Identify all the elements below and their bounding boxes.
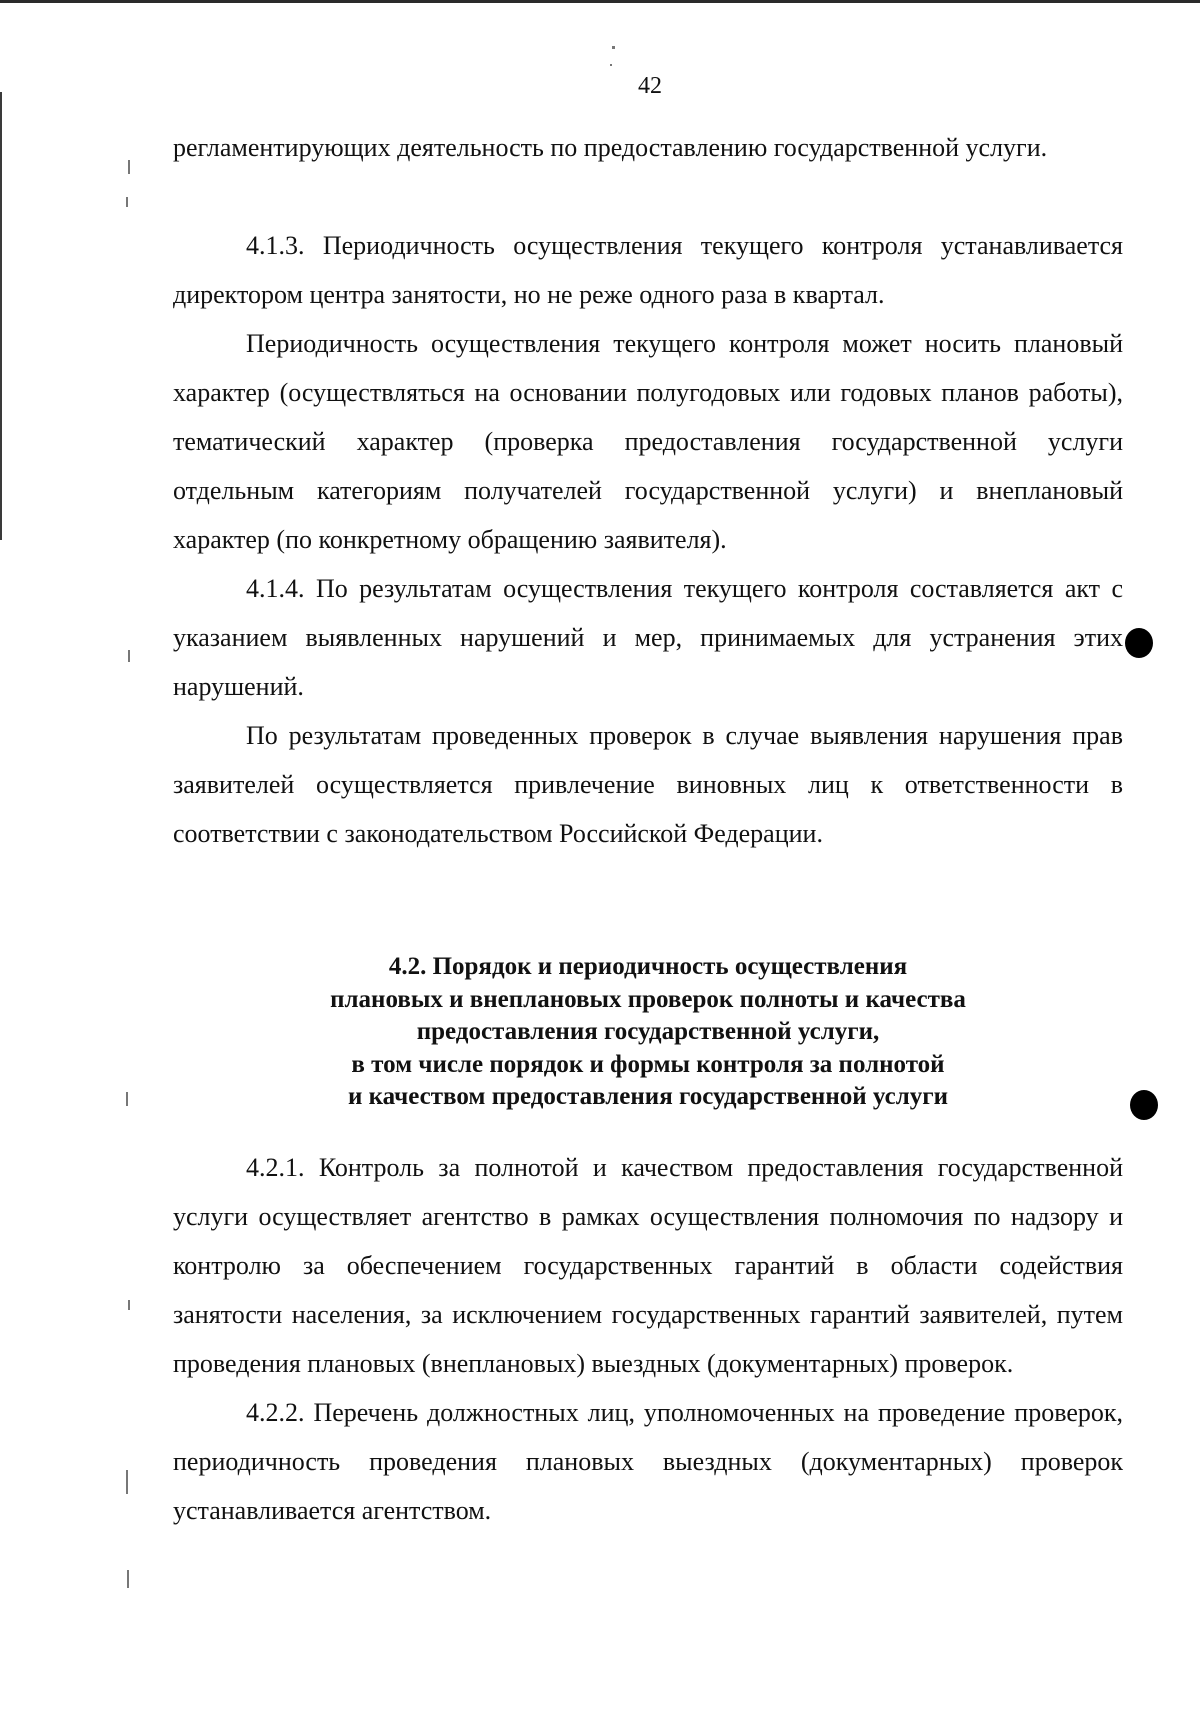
paragraph-periodicity: Периодичность осуществления текущего контроля может носить плановый характер (осуществляться на основании полугодовых или годовых планов работы), тематический характер (проверка предоставления государственной услуги отдельным категориям получателей государственной услуги) и внеплановый характер (по конкретному обращению заявителя). [173,329,1123,554]
punch-hole-mark [1125,628,1153,658]
scan-speck [610,64,612,66]
scan-speck [128,160,130,174]
scan-top-edge [0,0,1200,3]
paragraph-4-1-3: 4.1.3. Периодичность осуществления текущего контроля устанавливается директором центра занятости, но не реже одного раза в квартал. [173,231,1123,309]
heading-line: в том числе порядок и формы контроля за полнотой [351,1050,945,1078]
text-block-4-1 [173,221,1123,858]
paragraph-4-2-2: 4.2.2. Перечень должностных лиц, уполномоченных на проведение проверок, периодичность проведения плановых выездных (документарных) проверок устанавливается агентством. [173,1398,1123,1525]
scan-speck [612,46,615,49]
heading-line: предоставления государственной услуги, [416,1018,880,1045]
heading-line: 4.2. Порядок и периодичность осуществления [388,953,908,980]
scan-speck [127,1570,129,1588]
scan-speck [128,650,130,662]
scan-speck [126,197,128,207]
section-heading-4-2 [173,951,1123,1114]
punch-hole-mark [1130,1090,1158,1120]
paragraph-4-1-4: 4.1.4. По результатам осуществления текущего контроля составляется акт с указанием выявленных нарушений и мер, принимаемых для устранения этих нарушений. [173,574,1123,701]
paragraph-4-2-1: 4.2.1. Контроль за полнотой и качеством предоставления государственной услуги осуществляет агентство в рамках осуществления полномочия по надзору и контролю за обеспечением государственных гарантий в области содействия занятости населения, за исключением государственных гарантий заявителей, путем проведения плановых (внеплановых) выездных (документарных) проверок. [173,1153,1123,1378]
page-number: 42 [638,73,662,99]
scan-speck [126,1092,128,1106]
scan-speck [126,1470,128,1494]
paragraph-continuation: регламентирующих деятельность по предоставлению государственной услуги. [173,133,1048,162]
paragraph-violations: По результатам проведенных проверок в случае выявления нарушения прав заявителей осуществляется привлечение виновных лиц к ответственности в соответствии с законодательством Российской Федерации. [173,721,1123,848]
text-block-4-2 [173,1143,1123,1535]
heading-line: плановых и внеплановых проверок полноты и качества [330,985,966,1013]
text-block-top [173,123,1123,172]
heading-line: и качеством предоставления государственной услуги [348,1083,948,1110]
scan-left-edge [0,92,2,540]
scan-speck [128,1300,130,1310]
